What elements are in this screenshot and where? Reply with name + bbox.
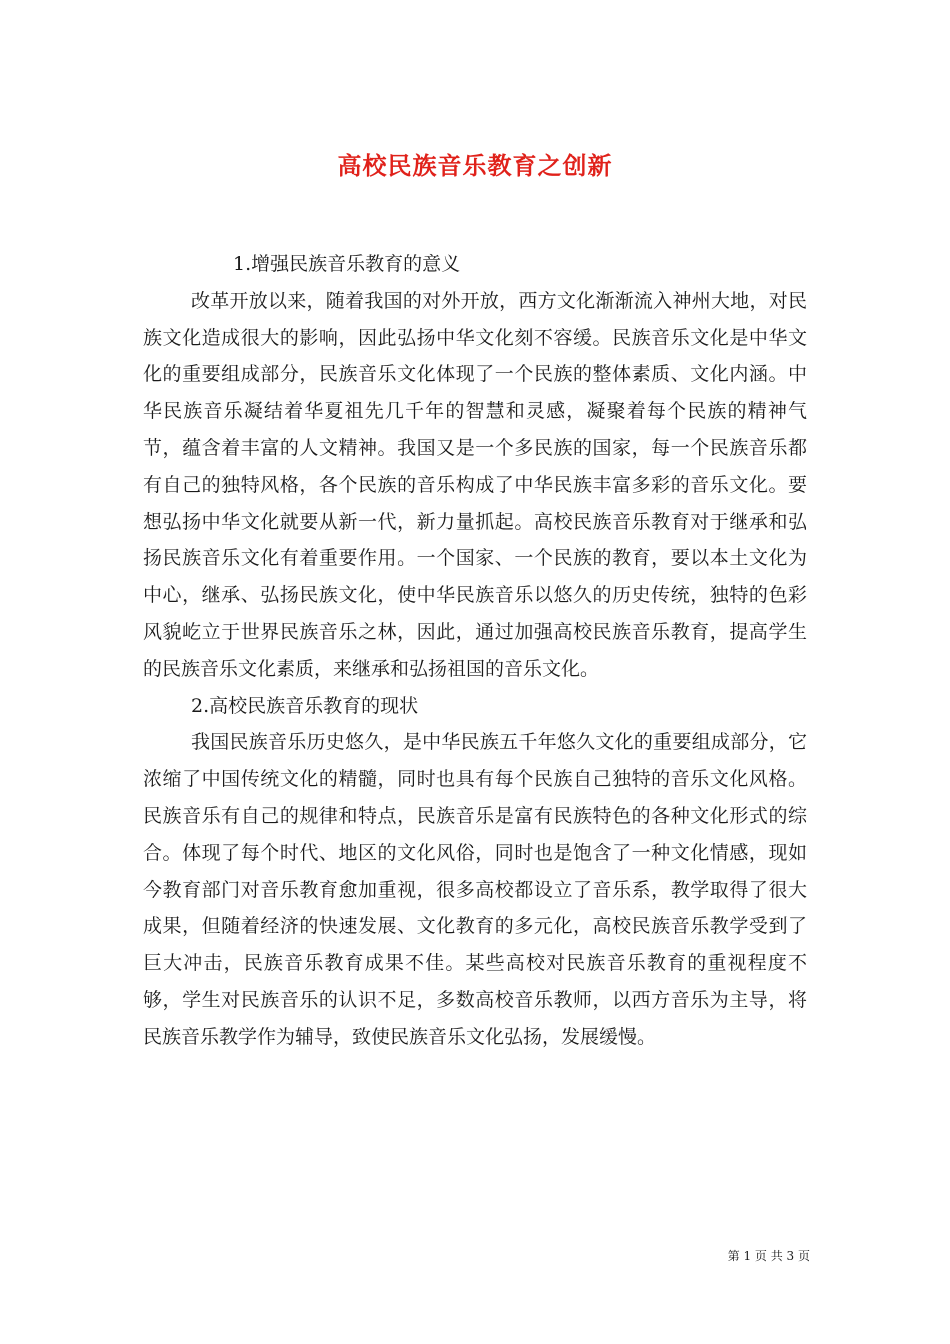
section-paragraph: 我国民族音乐历史悠久，是中华民族五千年悠久文化的重要组成部分，它浓缩了中国传统文化的精髓，同时也具有每个民族自己独特的音乐文化风格。民族音乐有自己的规律和特点，民族音乐是富有民族特色的各种文化形式的综合。体现了每个时代、地区的文化风俗，同时也是饱含了一种文化情感，现如今教育部门对音乐教育愈加重视，很多高校都设立了音乐系，教学取得了很大成果，但随着经济的快速发展、文化教育的多元化，高校民族音乐教学受到了巨大冲击，民族音乐教育成果不佳。某些高校对民族音乐教育的重视程度不够，学生对民族音乐的认识不足，多数高校音乐教师，以西方音乐为主导，将民族音乐教学作为辅导，致使民族音乐文化弘扬，发展缓慢。	[143, 731, 807, 1048]
section-heading: 2.高校民族音乐教育的现状	[191, 694, 419, 717]
document-body	[143, 246, 807, 1056]
page-number: 第 1 页 共 3 页	[727, 1249, 810, 1263]
section-paragraph: 改革开放以来，随着我国的对外开放，西方文化渐渐流入神州大地，对民族文化造成很大的影响，因此弘扬中华文化刻不容缓。民族音乐文化是中华文化的重要组成部分，民族音乐文化体现了一个民族的整体素质、文化内涵。中华民族音乐凝结着华夏祖先几千年的智慧和灵感，凝聚着每个民族的精神气节，蕴含着丰富的人文精神。我国又是一个多民族的国家，每一个民族音乐都有自己的独特风格，各个民族的音乐构成了中华民族丰富多彩的音乐文化。要想弘扬中华文化就要从新一代，新力量抓起。高校民族音乐教育对于继承和弘扬民族音乐文化有着重要作用。一个国家、一个民族的教育，要以本土文化为中心，继承、弘扬民族文化，使中华民族音乐以悠久的历史传统，独特的色彩风貌屹立于世界民族音乐之林，因此，通过加强高校民族音乐教育，提高学生的民族音乐文化素质，来继承和弘扬祖国的音乐文化。	[143, 289, 807, 680]
section-heading: 1.增强民族音乐教育的意义	[233, 253, 461, 275]
document-title: 高校民族音乐教育之创新	[337, 151, 613, 181]
